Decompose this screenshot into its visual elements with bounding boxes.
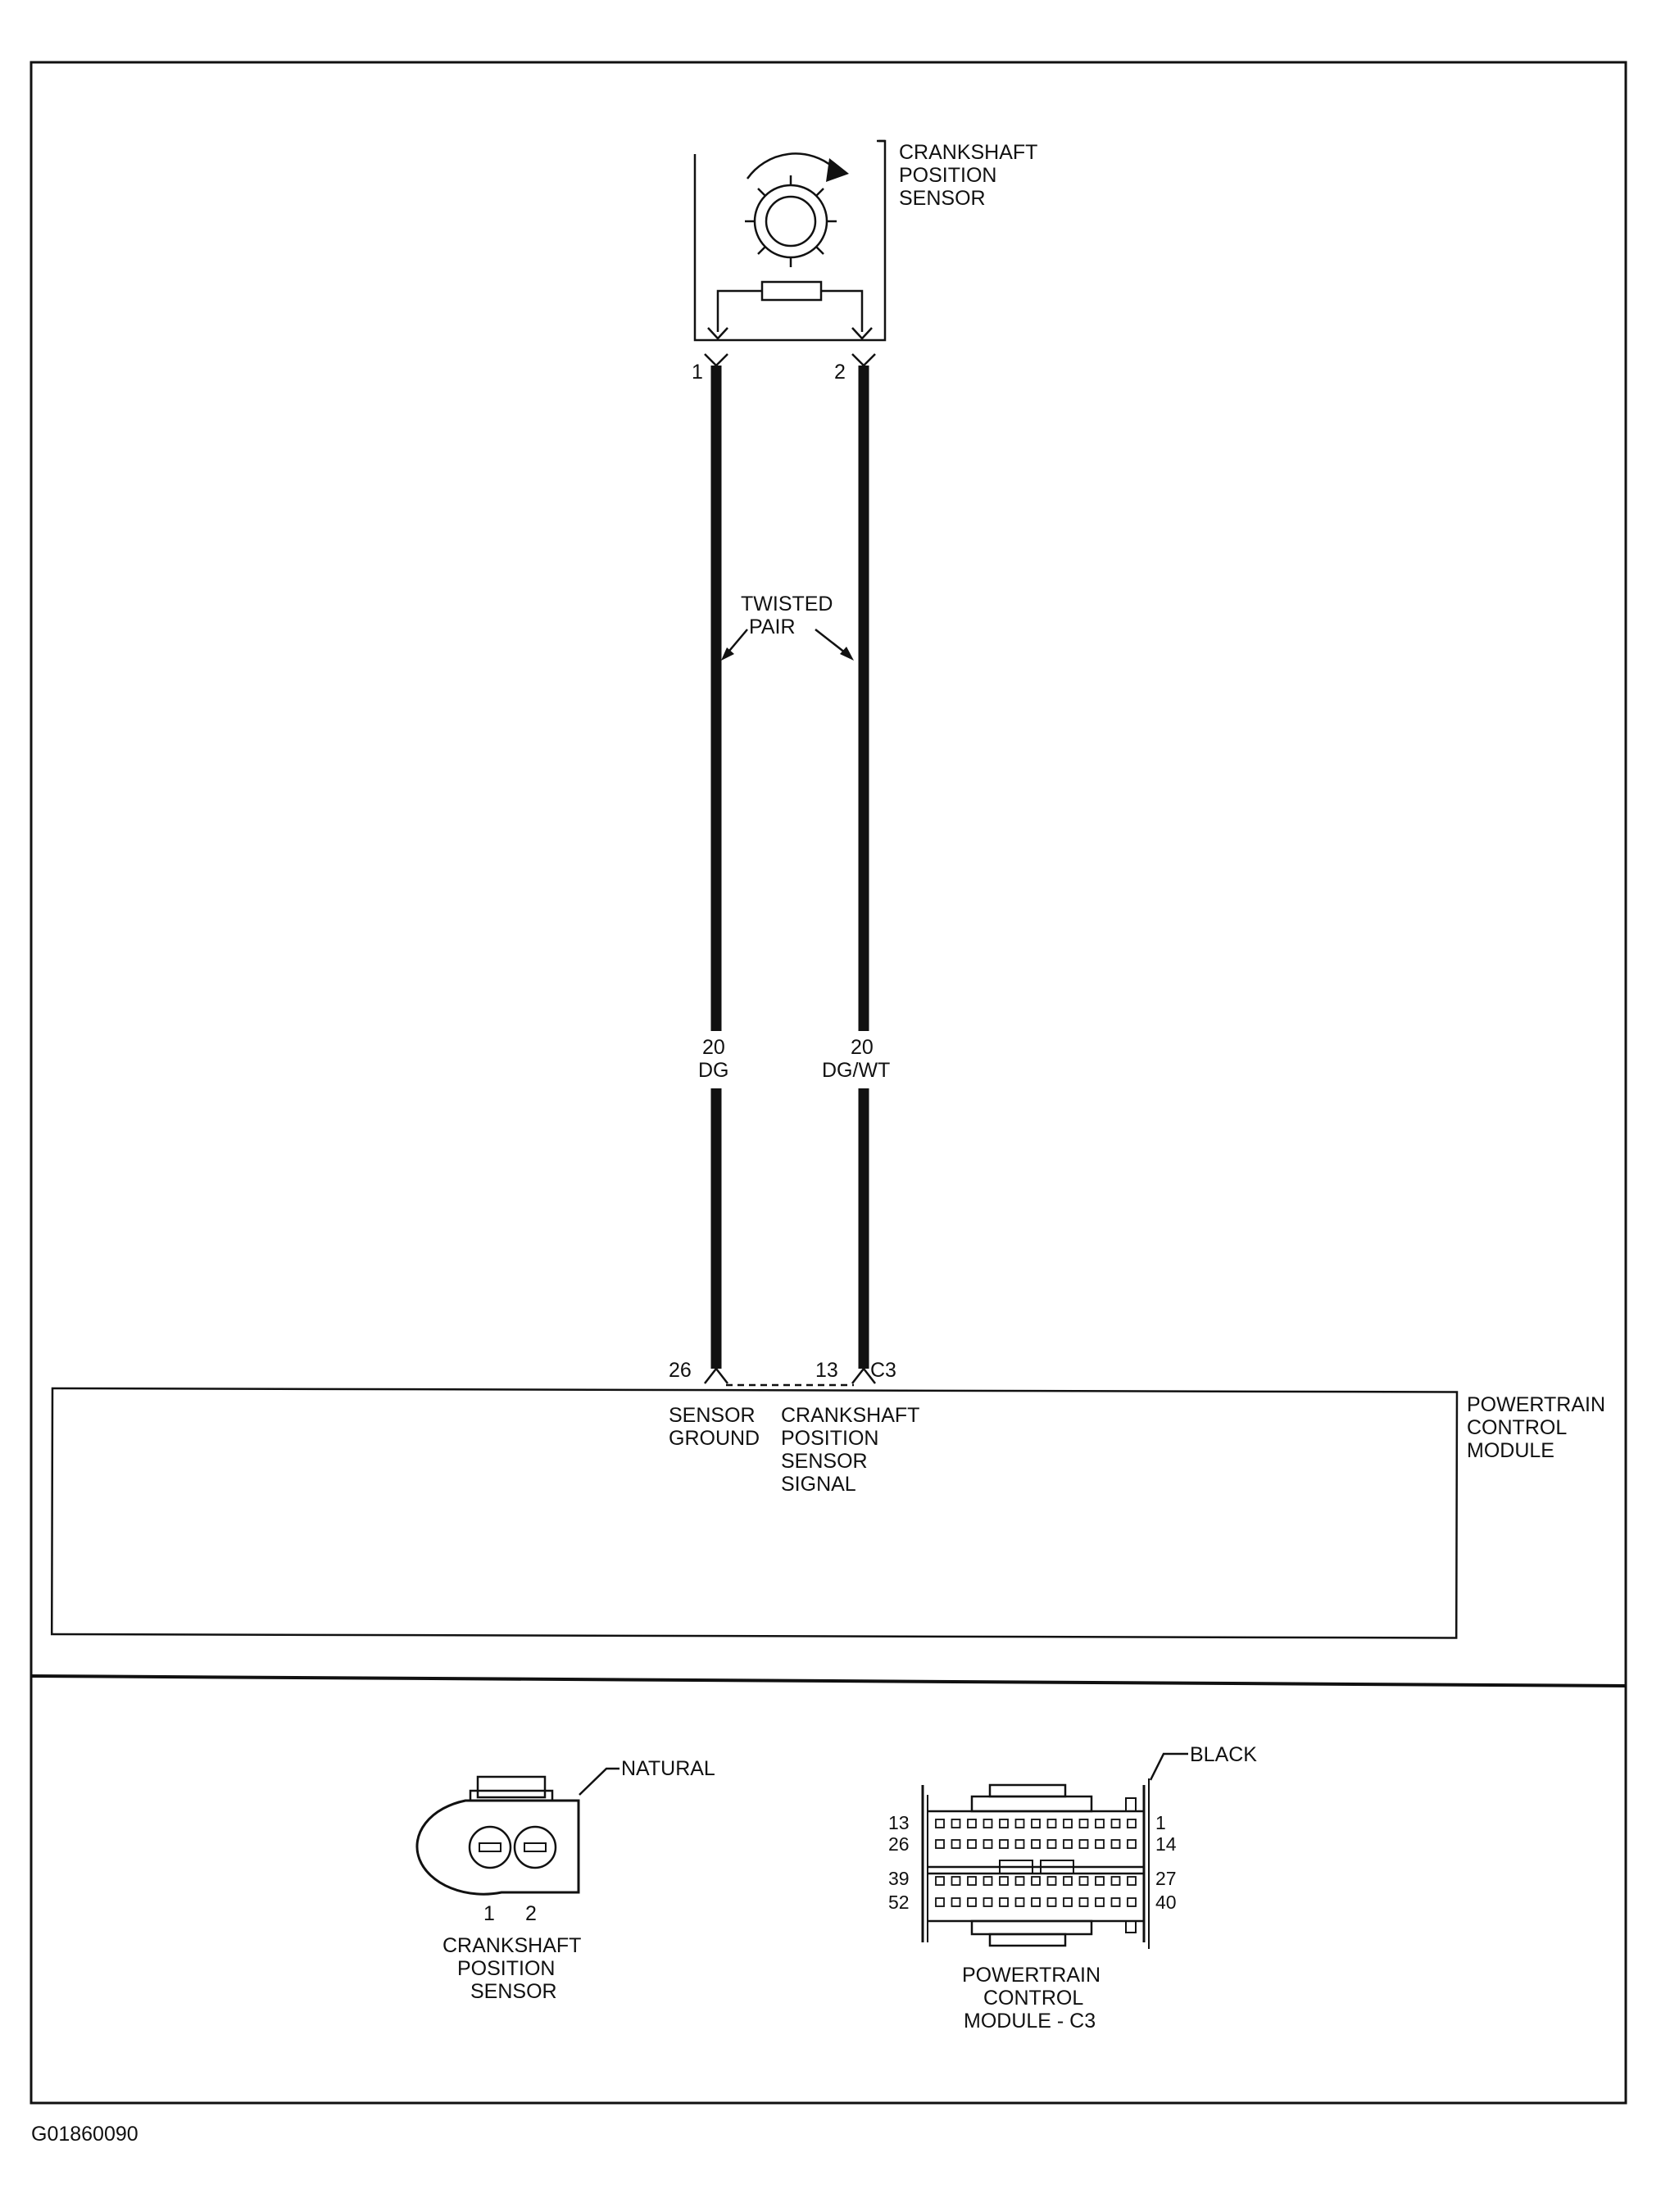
pcm-pin-cavity (1000, 1898, 1008, 1906)
rotation-arrow-icon (747, 153, 849, 182)
pcm-pin-cavity (1112, 1898, 1120, 1906)
pcm-pin-cavity (984, 1898, 992, 1906)
pcm-pin-cavity (1112, 1840, 1120, 1848)
pcm-pin-cavity (936, 1898, 944, 1906)
pcm-circuit-signal-line-3: SENSOR (781, 1450, 868, 1473)
sensor-connector-face (417, 1777, 579, 1894)
pcm-pin-cavity (1016, 1840, 1024, 1848)
sensor-resistor (718, 282, 862, 332)
pcm-pin-cavity (1032, 1819, 1040, 1828)
pcm-connector-left-39: 39 (888, 1868, 910, 1889)
pcm-title-line-1: POWERTRAIN (1467, 1393, 1605, 1416)
pcm-pin-13-label: 13 (815, 1359, 838, 1382)
pcm-pin-cavity (984, 1819, 992, 1828)
pcm-pin-cavity (952, 1840, 960, 1848)
sensor-title-line-3: SENSOR (899, 187, 986, 210)
pcm-pin-cavity (1128, 1840, 1136, 1848)
pcm-connector-left-52: 52 (888, 1892, 910, 1913)
pcm-circuit-ground-line-2: GROUND (669, 1427, 760, 1450)
pcm-pin-cavity (1064, 1840, 1072, 1848)
pcm-circuit-signal-line-1: CRANKSHAFT (781, 1404, 920, 1427)
pcm-pin-cavity (1128, 1819, 1136, 1828)
pcm-pin-cavity (1048, 1898, 1056, 1906)
pcm-pin-cavity (1048, 1840, 1056, 1848)
pcm-pin-cavity (968, 1840, 976, 1848)
sensor-pin-2-label: 2 (834, 361, 846, 384)
crankshaft-sensor-symbol (695, 141, 885, 340)
pcm-connector-right-14: 14 (1155, 1833, 1177, 1855)
sensor-connector-pin-2: 2 (525, 1902, 537, 1925)
pcm-title-line-2: CONTROL (1467, 1416, 1568, 1439)
pcm-pin-cavity (936, 1819, 944, 1828)
sensor-pin-1-label: 1 (692, 361, 703, 384)
pcm-pin-cavity (1032, 1877, 1040, 1885)
pcm-connector-caption-1: POWERTRAIN (962, 1964, 1101, 1987)
pcm-pin-cavity (1096, 1840, 1104, 1848)
pcm-pin-cavity (1112, 1819, 1120, 1828)
figure-id: G01860090 (31, 2123, 138, 2146)
pcm-pin-cavity (1080, 1840, 1088, 1848)
pcm-pin-cavity (1096, 1819, 1104, 1828)
twisted-pair-line-1: TWISTED (741, 593, 833, 615)
pcm-connector-color: BLACK (1190, 1743, 1257, 1766)
pcm-circuit-ground-line-1: SENSOR (669, 1404, 756, 1427)
pcm-connector-left-13: 13 (888, 1812, 910, 1833)
pcm-pin-cavity (1048, 1819, 1056, 1828)
pcm-pin-cavity (1000, 1877, 1008, 1885)
gear-icon (745, 175, 837, 267)
sensor-connector-pin-1: 1 (483, 1902, 495, 1925)
pcm-terminals (705, 1369, 875, 1385)
wire-dg-gauge: 20 (702, 1036, 725, 1059)
pcm-pin-cavity (1000, 1819, 1008, 1828)
pcm-pin-cavity (1080, 1898, 1088, 1906)
sensor-title-line-1: CRANKSHAFT (899, 141, 1038, 164)
pcm-pin-cavity (968, 1877, 976, 1885)
pcm-connector-right-40: 40 (1155, 1892, 1177, 1913)
pcm-circuit-signal-line-4: SIGNAL (781, 1473, 856, 1496)
pcm-pin-cavity (1016, 1898, 1024, 1906)
pcm-connector-left-26: 26 (888, 1833, 910, 1855)
pcm-pin-cavity (984, 1840, 992, 1848)
wire-dg-color: DG (698, 1059, 729, 1082)
pcm-connector-right-1: 1 (1155, 1812, 1166, 1833)
pcm-connector-caption-2: CONTROL (983, 1987, 1084, 2010)
outer-frame (31, 62, 1626, 2103)
sensor-connector-caption-2: POSITION (457, 1957, 556, 1980)
section-divider (31, 1676, 1626, 1686)
pcm-pin-cavity (1128, 1877, 1136, 1885)
pcm-pin-cavity (952, 1898, 960, 1906)
pcm-pin-cavity (968, 1819, 976, 1828)
pcm-pin-cavity (1048, 1877, 1056, 1885)
pcm-pin-cavity (1032, 1898, 1040, 1906)
pcm-pin-cavity (1016, 1819, 1024, 1828)
sensor-connector-caption-3: SENSOR (470, 1980, 557, 2003)
pcm-connector-label: C3 (870, 1359, 896, 1382)
pcm-pin-cavity (984, 1877, 992, 1885)
pcm-pin-cavity (1096, 1877, 1104, 1885)
pcm-circuit-signal-line-2: POSITION (781, 1427, 879, 1450)
pcm-pin-cavity (1064, 1819, 1072, 1828)
pcm-pin-cavity (1032, 1840, 1040, 1848)
twisted-pair-line-2: PAIR (749, 615, 796, 638)
wire-dg-wt-color: DG/WT (822, 1059, 891, 1082)
pcm-pin-26-label: 26 (669, 1359, 692, 1382)
pcm-pin-cavity (1000, 1840, 1008, 1848)
pcm-pin-cavity (1016, 1877, 1024, 1885)
pcm-connector-face (923, 1778, 1149, 1949)
pcm-pin-cavity (952, 1819, 960, 1828)
pcm-pin-cavity (936, 1877, 944, 1885)
pcm-pin-cavity (952, 1877, 960, 1885)
pcm-pin-cavity (1064, 1877, 1072, 1885)
pcm-pin-cavity (1128, 1898, 1136, 1906)
pcm-pin-grid (936, 1819, 1136, 1906)
pcm-pin-cavity (1112, 1877, 1120, 1885)
pcm-pin-cavity (1096, 1898, 1104, 1906)
pcm-pin-cavity (1080, 1819, 1088, 1828)
pcm-title-line-3: MODULE (1467, 1439, 1554, 1462)
pcm-connector-right-27: 27 (1155, 1868, 1177, 1889)
pcm-pin-cavity (1064, 1898, 1072, 1906)
sensor-connector-caption-1: CRANKSHAFT (442, 1934, 582, 1957)
sensor-title-line-2: POSITION (899, 164, 997, 187)
pcm-pin-cavity (1080, 1877, 1088, 1885)
pcm-pin-cavity (968, 1898, 976, 1906)
pcm-connector-caption-3: MODULE - C3 (964, 2010, 1096, 2033)
wire-dg-wt-gauge: 20 (851, 1036, 874, 1059)
sensor-connector-color: NATURAL (621, 1757, 715, 1780)
pcm-pin-cavity (936, 1840, 944, 1848)
